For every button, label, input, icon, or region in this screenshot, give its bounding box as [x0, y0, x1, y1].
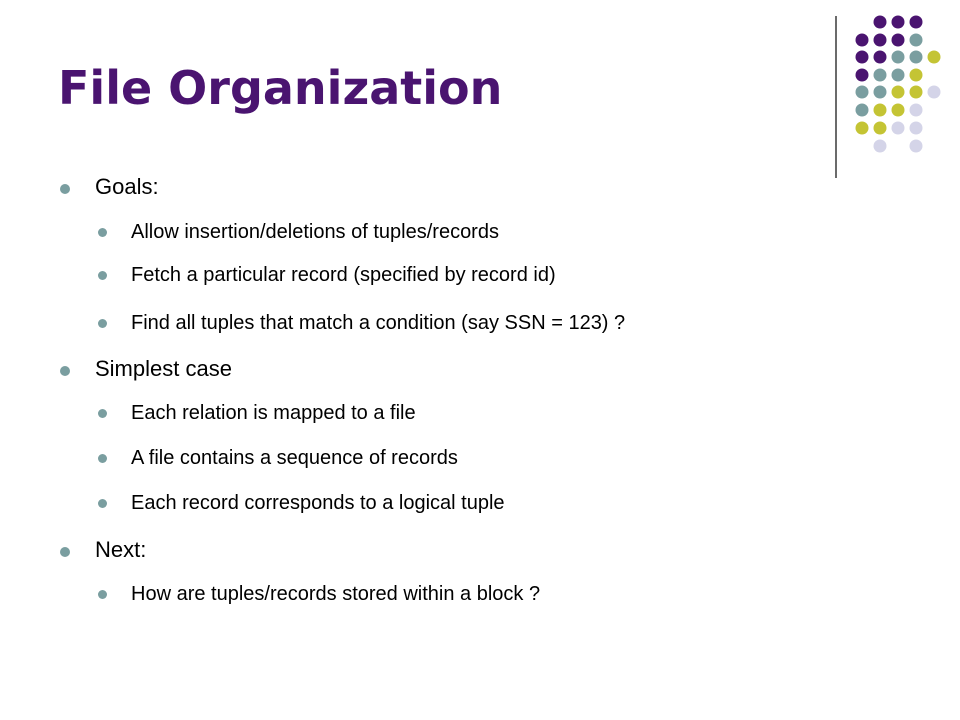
decorative-dot — [856, 86, 869, 99]
decorative-dot — [910, 16, 923, 29]
bullet-goals — [0, 169, 400, 205]
decorative-dot — [928, 51, 941, 64]
slide-title: File Organization — [58, 61, 503, 115]
bullet-marker — [60, 184, 70, 194]
sub-bullet-text: How are tuples/records stored within a block ? — [131, 583, 541, 605]
sub-bullet-text: A file contains a sequence of records — [131, 447, 458, 469]
decorative-dot — [874, 122, 887, 135]
decorative-dot — [874, 104, 887, 117]
bullet-marker — [60, 547, 70, 557]
sub-bullet — [0, 309, 780, 338]
decorative-dot — [874, 69, 887, 82]
sub-bullet-marker — [98, 228, 107, 237]
decorative-dot — [892, 51, 905, 64]
bullet-text: Goals: — [95, 174, 159, 199]
decorative-dot — [910, 86, 923, 99]
bullet-marker — [60, 366, 70, 376]
sub-bullet-marker — [98, 409, 107, 418]
sub-bullet — [0, 489, 700, 518]
decorative-dot — [856, 69, 869, 82]
decorative-dot — [910, 34, 923, 47]
decorative-dot — [892, 122, 905, 135]
sub-bullet-marker — [98, 319, 107, 328]
decorative-dot — [856, 51, 869, 64]
title-divider-line — [835, 16, 837, 178]
sub-bullet — [0, 580, 700, 609]
decorative-dot — [856, 104, 869, 117]
decorative-dot — [874, 16, 887, 29]
sub-bullet — [0, 399, 700, 428]
decorative-dot — [874, 34, 887, 47]
decorative-dot — [892, 86, 905, 99]
decorative-dot — [910, 51, 923, 64]
sub-bullet-marker — [98, 590, 107, 599]
bullet-text: Simplest case — [95, 356, 232, 381]
decorative-dot — [892, 69, 905, 82]
sub-bullet — [0, 218, 700, 247]
decorative-dot — [856, 122, 869, 135]
decorative-dot — [874, 51, 887, 64]
decorative-dot — [892, 34, 905, 47]
bullet-simplest-case — [0, 351, 400, 387]
decorative-dot — [928, 86, 941, 99]
sub-bullet — [0, 444, 700, 473]
bullet-next — [0, 532, 400, 568]
sub-bullet-marker — [98, 499, 107, 508]
sub-bullet-text: Allow insertion/deletions of tuples/records — [131, 221, 499, 243]
decorative-dot — [874, 140, 887, 153]
sub-bullet — [0, 261, 700, 290]
sub-bullet-marker — [98, 271, 107, 280]
decorative-dot — [910, 69, 923, 82]
decorative-dot — [856, 34, 869, 47]
decorative-dot — [874, 86, 887, 99]
sub-bullet-text: Find all tuples that match a condition (say SSN = 123) ? — [131, 312, 626, 334]
decorative-dot — [910, 122, 923, 135]
decorative-dot — [910, 104, 923, 117]
decorative-dot — [910, 140, 923, 153]
sub-bullet-text: Fetch a particular record (specified by record id) — [131, 264, 556, 286]
sub-bullet-marker — [98, 454, 107, 463]
sub-bullet-text: Each relation is mapped to a file — [131, 402, 416, 424]
sub-bullet-text: Each record corresponds to a logical tuple — [131, 492, 505, 514]
decorative-dot — [892, 16, 905, 29]
decorative-dot — [892, 104, 905, 117]
bullet-text: Next: — [95, 537, 147, 562]
